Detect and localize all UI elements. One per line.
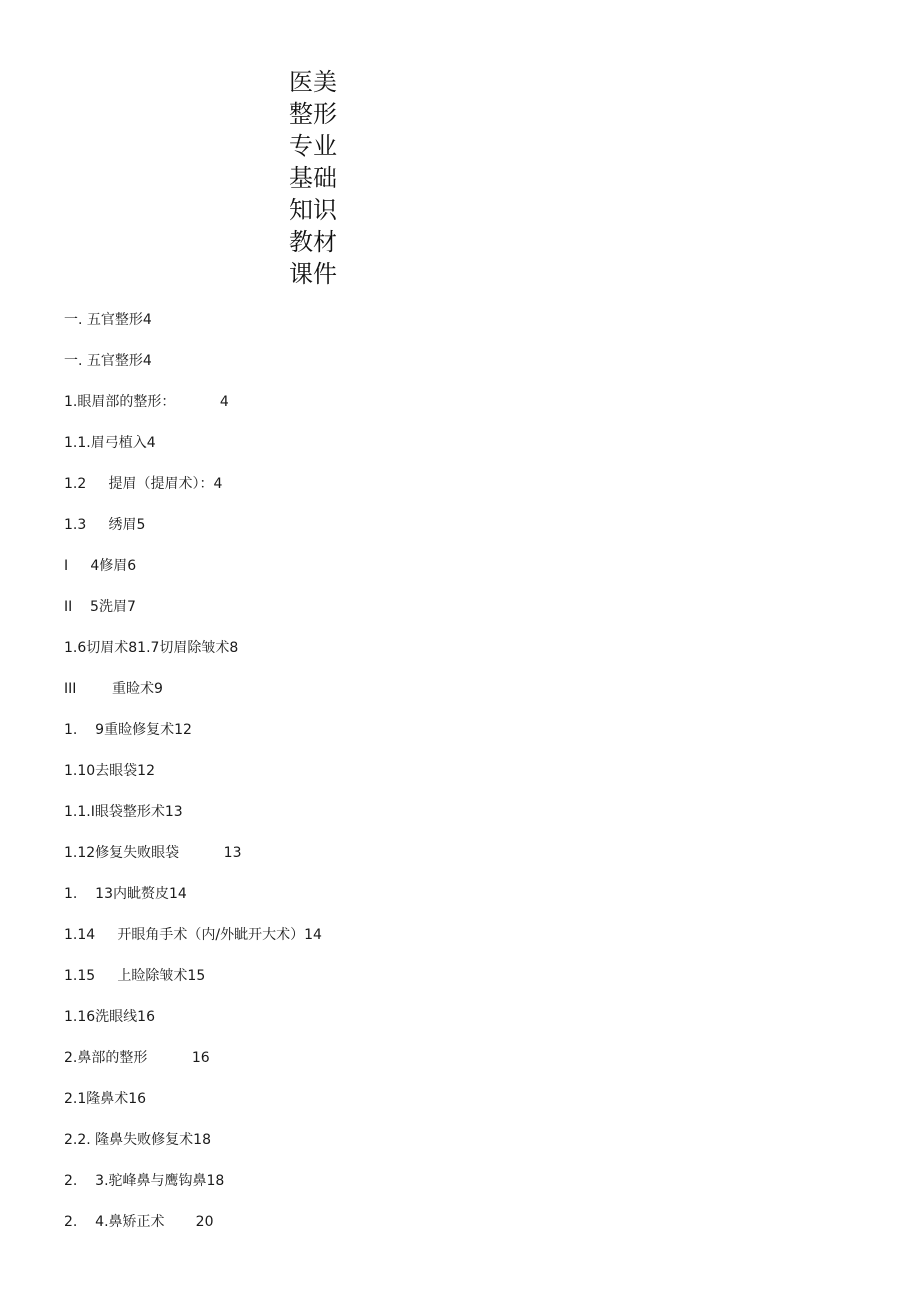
toc-item: 1.14 开眼角手术（内/外眦开大术）14 [64, 927, 322, 943]
toc-item: 一. 五官整形4 [64, 353, 152, 369]
toc-item: 2.1隆鼻术16 [64, 1091, 147, 1107]
toc-item: 1.2 提眉（提眉术）：4 [64, 476, 223, 492]
toc-item: II 5洗眉7 [64, 599, 136, 615]
toc-item: 2. 3.驼峰鼻与鹰钩鼻18 [64, 1173, 225, 1189]
document-title: 医美整形专业基础知识教材课件 [289, 68, 337, 288]
toc-item: 2.鼻部的整形 16 [64, 1050, 210, 1066]
toc-item: 1.16洗眼线16 [64, 1009, 155, 1025]
toc-item: III 重睑术9 [64, 681, 163, 697]
table-of-contents [64, 309, 322, 1252]
toc-item: 1.1.I眼袋整形术13 [64, 804, 183, 820]
toc-item: 一. 五官整形4 [64, 312, 152, 328]
toc-item: 1.10去眼袋12 [64, 763, 155, 779]
toc-item: 1.1.眉弓植入4 [64, 435, 156, 451]
toc-item: 2. 4.鼻矫正术 20 [64, 1214, 214, 1230]
toc-item: 1.15 上睑除皱术15 [64, 968, 206, 984]
toc-item: 1. 13内眦赘皮14 [64, 886, 187, 902]
toc-item: 1.12修复失败眼袋 13 [64, 845, 242, 861]
toc-item: 2.2. 隆鼻失败修复术18 [64, 1132, 211, 1148]
toc-item: 1. 9重睑修复术12 [64, 722, 192, 738]
toc-item: 1.3 绣眉5 [64, 517, 146, 533]
toc-item: 1.眼眉部的整形： 4 [64, 394, 229, 410]
toc-item: 1.6切眉术81.7切眉除皱术8 [64, 640, 239, 656]
toc-item: I 4修眉6 [64, 558, 137, 574]
